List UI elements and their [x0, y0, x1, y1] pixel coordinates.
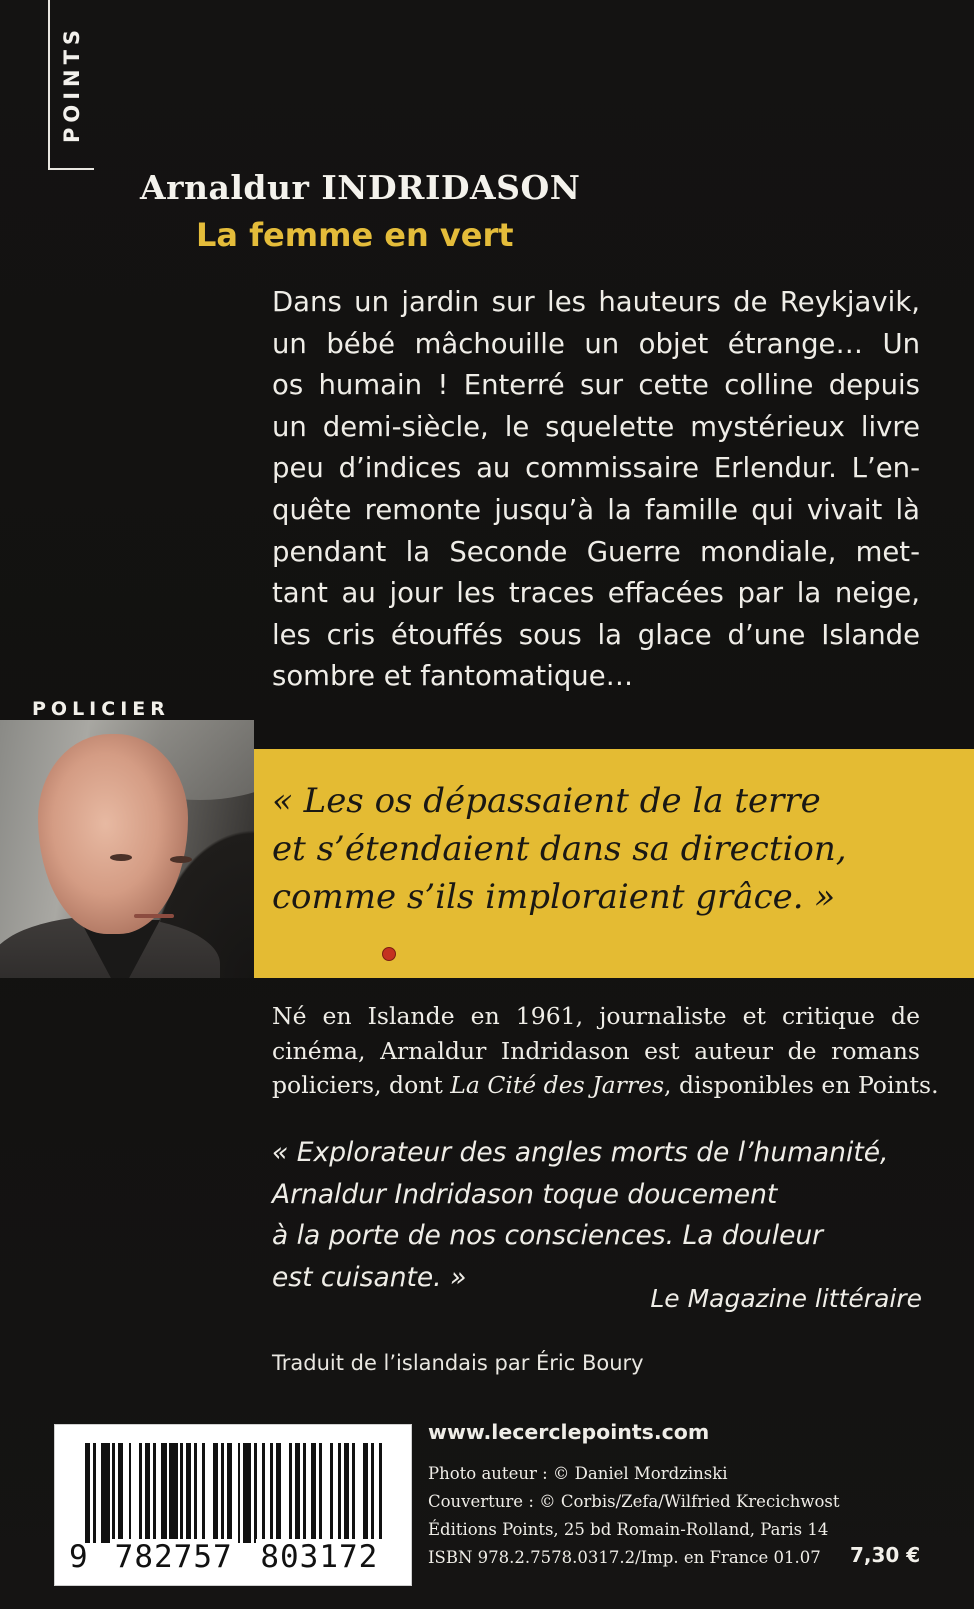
synopsis-line: os humain ! Enterré sur cette colline depuis — [272, 369, 920, 402]
photo-credit: Photo auteur : © Daniel Mordzinski — [428, 1464, 728, 1483]
barcode-bar — [169, 1443, 177, 1543]
pull-quote — [272, 777, 962, 921]
points-logo — [48, 0, 94, 170]
bio-line — [272, 1068, 939, 1103]
synopsis-line: Dans un jardin sur les hauteurs de Reykjavik, — [272, 286, 920, 318]
press-review — [272, 1132, 922, 1298]
photo-mouth — [134, 914, 174, 918]
author-name: Arnaldur INDRIDASON — [140, 168, 581, 207]
synopsis-line: un demi-siècle, le squelette mystérieux livre — [272, 410, 920, 443]
cover-credit: Couverture : © Corbis/Zefa/Wilfried Krecichwost — [428, 1492, 840, 1511]
barcode-gap — [382, 1443, 385, 1543]
barcode-digits — [69, 1539, 405, 1575]
bio-line: cinéma, Arnaldur Indridason est auteur de romans — [272, 1036, 920, 1065]
barcode-gap — [131, 1443, 139, 1543]
review-line: Arnaldur Indridason toque doucement — [272, 1178, 778, 1210]
seal-dot-icon — [382, 947, 396, 961]
genre-label: POLICIER — [32, 698, 170, 720]
barcode-gap — [205, 1443, 213, 1543]
pull-quote-line: et s’étendaient dans sa direction, — [272, 829, 847, 869]
barcode-gap — [355, 1443, 363, 1543]
book-title: La femme en vert — [196, 216, 514, 254]
review-line: est cuisante. » — [272, 1261, 467, 1293]
barcode-digit-group: 803172 — [256, 1539, 382, 1575]
synopsis-line: quête remonte jusqu’à la famille qui vivait là — [272, 493, 920, 526]
barcode-gap — [281, 1443, 289, 1543]
synopsis — [272, 282, 920, 698]
bio-text: policiers, dont — [272, 1071, 451, 1099]
bio-text: , disponibles en Points. — [664, 1071, 939, 1099]
bio-book-title: La Cité des Jarres — [450, 1071, 665, 1099]
points-logo-text: POINTS — [60, 24, 84, 144]
barcode-gap — [322, 1443, 330, 1543]
publisher-website: www.lecerclepoints.com — [428, 1420, 710, 1444]
barcode-bar — [243, 1443, 251, 1543]
isbn: ISBN 978.2.7578.0317.2/Imp. en France 01.07 — [428, 1548, 821, 1567]
barcode-digit-first: 9 — [69, 1539, 89, 1575]
price: 7,30 € — [850, 1543, 921, 1567]
pull-quote-band — [254, 749, 974, 978]
barcode-digit-group: 782757 — [111, 1539, 237, 1575]
pull-quote-line: « Les os dépassaient de la terre — [272, 781, 821, 821]
synopsis-line: les cris étouffés sous la glace d’une Islande — [272, 618, 920, 651]
barcode — [54, 1424, 412, 1586]
publisher-address: Éditions Points, 25 bd Romain-Rolland, Paris 14 — [428, 1520, 829, 1539]
photo-eye — [170, 856, 192, 863]
synopsis-line: tant au jour les traces effacées par la neige, — [272, 577, 920, 610]
pull-quote-line: comme s’ils imploraient grâce. » — [272, 877, 836, 917]
synopsis-line: pendant la Seconde Guerre mondiale, met- — [272, 535, 920, 568]
barcode-bar — [101, 1443, 109, 1543]
bio-line: Né en Islande en 1961, journaliste et critique de — [272, 1002, 920, 1030]
review-line: « Explorateur des angles morts de l’humanité, — [272, 1137, 889, 1168]
translator-credit: Traduit de l’islandais par Éric Boury — [272, 1351, 644, 1375]
author-photo — [0, 720, 254, 978]
photo-eye — [110, 854, 132, 861]
author-bio — [272, 999, 939, 1103]
barcode-bars — [85, 1443, 385, 1543]
review-source: Le Magazine littéraire — [650, 1284, 922, 1313]
synopsis-line: peu d’indices au commissaire Erlendur. L’en- — [272, 452, 920, 485]
synopsis-line: sombre et fantomatique… — [272, 660, 634, 693]
review-line: à la porte de nos consciences. La douleur — [272, 1220, 824, 1251]
synopsis-line: un bébé mâchouille un objet étrange… Un — [272, 327, 920, 360]
